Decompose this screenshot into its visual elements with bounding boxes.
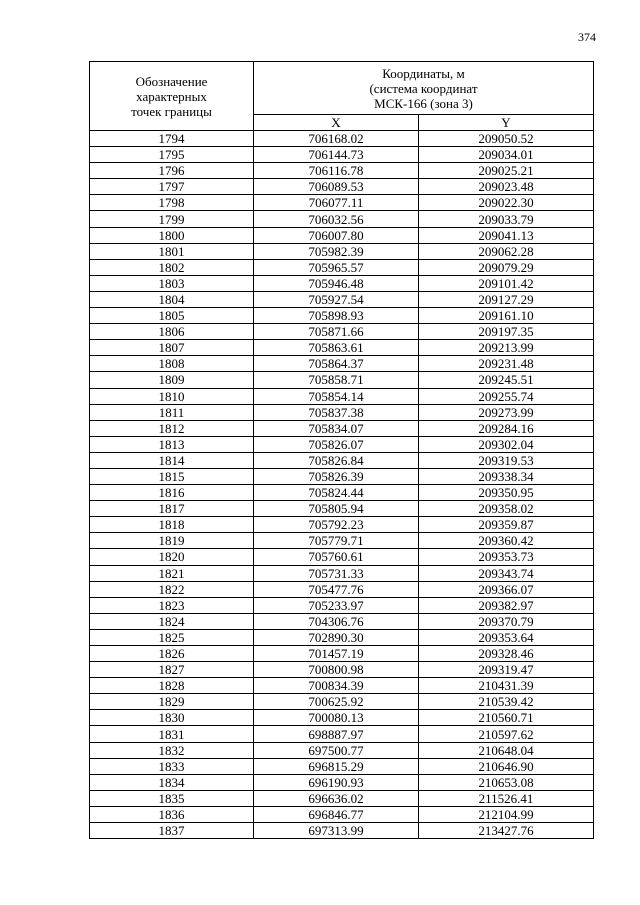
y-cell: 209343.74 [419, 565, 594, 581]
y-cell: 210653.08 [419, 774, 594, 790]
x-cell: 705946.48 [254, 275, 419, 291]
x-cell: 701457.19 [254, 646, 419, 662]
table-row [90, 404, 594, 420]
table-body [90, 131, 594, 839]
x-cell: 705792.23 [254, 517, 419, 533]
y-cell: 209359.87 [419, 517, 594, 533]
point-id-cell: 1823 [90, 597, 254, 613]
x-cell: 705927.54 [254, 291, 419, 307]
y-cell: 210539.42 [419, 694, 594, 710]
point-id-cell: 1837 [90, 823, 254, 839]
table-row [90, 324, 594, 340]
header-group-line: МСК-166 (зона 3) [374, 95, 473, 111]
y-cell: 209370.79 [419, 613, 594, 629]
point-id-cell: 1804 [90, 291, 254, 307]
table-row [90, 629, 594, 645]
header-x: X [254, 115, 419, 131]
x-cell: 706144.73 [254, 147, 419, 163]
point-id-cell: 1802 [90, 259, 254, 275]
x-cell: 706032.56 [254, 211, 419, 227]
y-cell: 209079.29 [419, 259, 594, 275]
y-cell: 209319.47 [419, 662, 594, 678]
x-cell: 705858.71 [254, 372, 419, 388]
header-label-line: характерных [136, 88, 207, 104]
y-cell: 209302.04 [419, 436, 594, 452]
y-cell: 212104.99 [419, 806, 594, 822]
point-id-cell: 1810 [90, 388, 254, 404]
point-id-cell: 1817 [90, 501, 254, 517]
x-cell: 698887.97 [254, 726, 419, 742]
point-id-cell: 1831 [90, 726, 254, 742]
table-row [90, 420, 594, 436]
x-cell: 705233.97 [254, 597, 419, 613]
header-point-designation [90, 62, 254, 131]
table-row [90, 163, 594, 179]
x-cell: 705477.76 [254, 581, 419, 597]
y-cell: 209197.35 [419, 324, 594, 340]
point-id-cell: 1796 [90, 163, 254, 179]
point-id-cell: 1819 [90, 533, 254, 549]
point-id-cell: 1801 [90, 243, 254, 259]
y-cell: 209050.52 [419, 131, 594, 147]
point-id-cell: 1828 [90, 678, 254, 694]
y-cell: 209319.53 [419, 452, 594, 468]
header-group-line: (система координат [369, 80, 478, 96]
table-row [90, 388, 594, 404]
table-row [90, 452, 594, 468]
point-id-cell: 1800 [90, 227, 254, 243]
page-number: 374 [578, 30, 596, 44]
x-cell: 705826.84 [254, 452, 419, 468]
table-row [90, 468, 594, 484]
table-row [90, 243, 594, 259]
x-cell: 706077.11 [254, 195, 419, 211]
header-label-line: Обозначение [135, 73, 208, 89]
x-cell: 696190.93 [254, 774, 419, 790]
point-id-cell: 1830 [90, 710, 254, 726]
x-cell: 705826.39 [254, 468, 419, 484]
x-cell: 706116.78 [254, 163, 419, 179]
point-id-cell: 1812 [90, 420, 254, 436]
y-cell: 211526.41 [419, 790, 594, 806]
table-row [90, 549, 594, 565]
point-id-cell: 1814 [90, 452, 254, 468]
y-cell: 210431.39 [419, 678, 594, 694]
x-cell: 705834.07 [254, 420, 419, 436]
y-cell: 209273.99 [419, 404, 594, 420]
table-row [90, 613, 594, 629]
y-cell: 209127.29 [419, 291, 594, 307]
table-row [90, 501, 594, 517]
point-id-cell: 1836 [90, 806, 254, 822]
x-cell: 706168.02 [254, 131, 419, 147]
table-row [90, 275, 594, 291]
table-row [90, 372, 594, 388]
y-cell: 209161.10 [419, 308, 594, 324]
y-cell: 209062.28 [419, 243, 594, 259]
x-cell: 700625.92 [254, 694, 419, 710]
y-cell: 210597.62 [419, 726, 594, 742]
table-row [90, 147, 594, 163]
y-cell: 209231.48 [419, 356, 594, 372]
y-cell: 209245.51 [419, 372, 594, 388]
y-cell: 209033.79 [419, 211, 594, 227]
x-cell: 696636.02 [254, 790, 419, 806]
table-row [90, 308, 594, 324]
table-row [90, 259, 594, 275]
y-cell: 210646.90 [419, 758, 594, 774]
point-id-cell: 1794 [90, 131, 254, 147]
point-id-cell: 1815 [90, 468, 254, 484]
point-id-cell: 1825 [90, 629, 254, 645]
point-id-cell: 1822 [90, 581, 254, 597]
y-cell: 210560.71 [419, 710, 594, 726]
x-cell: 705863.61 [254, 340, 419, 356]
y-cell: 209101.42 [419, 275, 594, 291]
point-id-cell: 1799 [90, 211, 254, 227]
x-cell: 705779.71 [254, 533, 419, 549]
table-row [90, 227, 594, 243]
y-cell: 209353.73 [419, 549, 594, 565]
table-row [90, 195, 594, 211]
table-row [90, 211, 594, 227]
x-cell: 702890.30 [254, 629, 419, 645]
table-row [90, 581, 594, 597]
point-id-cell: 1811 [90, 404, 254, 420]
y-cell: 209213.99 [419, 340, 594, 356]
table-row [90, 436, 594, 452]
x-cell: 705837.38 [254, 404, 419, 420]
x-cell: 706089.53 [254, 179, 419, 195]
x-cell: 697313.99 [254, 823, 419, 839]
point-id-cell: 1803 [90, 275, 254, 291]
table-row [90, 597, 594, 613]
table-row [90, 131, 594, 147]
table-row [90, 774, 594, 790]
x-cell: 705826.07 [254, 436, 419, 452]
table-row [90, 726, 594, 742]
y-cell: 210648.04 [419, 742, 594, 758]
point-id-cell: 1813 [90, 436, 254, 452]
point-id-cell: 1797 [90, 179, 254, 195]
table-row [90, 790, 594, 806]
y-cell: 209366.07 [419, 581, 594, 597]
header-coordinates [254, 62, 594, 115]
point-id-cell: 1833 [90, 758, 254, 774]
coordinates-table [89, 61, 594, 839]
table-row [90, 485, 594, 501]
x-cell: 705731.33 [254, 565, 419, 581]
y-cell: 209358.02 [419, 501, 594, 517]
point-id-cell: 1829 [90, 694, 254, 710]
y-cell: 209382.97 [419, 597, 594, 613]
point-id-cell: 1808 [90, 356, 254, 372]
x-cell: 704306.76 [254, 613, 419, 629]
y-cell: 209041.13 [419, 227, 594, 243]
table-row [90, 291, 594, 307]
table-row [90, 356, 594, 372]
table-row [90, 678, 594, 694]
y-cell: 209284.16 [419, 420, 594, 436]
x-cell: 705898.93 [254, 308, 419, 324]
point-id-cell: 1818 [90, 517, 254, 533]
table-row [90, 694, 594, 710]
x-cell: 705854.14 [254, 388, 419, 404]
table-row [90, 517, 594, 533]
table-row [90, 823, 594, 839]
point-id-cell: 1835 [90, 790, 254, 806]
y-cell: 209022.30 [419, 195, 594, 211]
y-cell: 209353.64 [419, 629, 594, 645]
x-cell: 706007.80 [254, 227, 419, 243]
table-row [90, 565, 594, 581]
table-row [90, 758, 594, 774]
point-id-cell: 1798 [90, 195, 254, 211]
point-id-cell: 1806 [90, 324, 254, 340]
x-cell: 705824.44 [254, 485, 419, 501]
point-id-cell: 1832 [90, 742, 254, 758]
y-cell: 209328.46 [419, 646, 594, 662]
table-row [90, 710, 594, 726]
x-cell: 705965.57 [254, 259, 419, 275]
table-row [90, 533, 594, 549]
y-cell: 209034.01 [419, 147, 594, 163]
point-id-cell: 1824 [90, 613, 254, 629]
x-cell: 705864.37 [254, 356, 419, 372]
y-cell: 209338.34 [419, 468, 594, 484]
point-id-cell: 1834 [90, 774, 254, 790]
y-cell: 209350.95 [419, 485, 594, 501]
x-cell: 700080.13 [254, 710, 419, 726]
x-cell: 696815.29 [254, 758, 419, 774]
table-row [90, 646, 594, 662]
table-row [90, 806, 594, 822]
y-cell: 213427.76 [419, 823, 594, 839]
table-row [90, 340, 594, 356]
x-cell: 705982.39 [254, 243, 419, 259]
header-label-line: точек границы [131, 103, 212, 119]
y-cell: 209360.42 [419, 533, 594, 549]
table-row [90, 179, 594, 195]
x-cell: 700800.98 [254, 662, 419, 678]
x-cell: 696846.77 [254, 806, 419, 822]
point-id-cell: 1809 [90, 372, 254, 388]
y-cell: 209255.74 [419, 388, 594, 404]
y-cell: 209025.21 [419, 163, 594, 179]
header-y: Y [419, 115, 594, 131]
table-row [90, 742, 594, 758]
point-id-cell: 1827 [90, 662, 254, 678]
point-id-cell: 1816 [90, 485, 254, 501]
point-id-cell: 1795 [90, 147, 254, 163]
x-cell: 705805.94 [254, 501, 419, 517]
point-id-cell: 1826 [90, 646, 254, 662]
header-group-line: Координаты, м [382, 65, 465, 81]
point-id-cell: 1821 [90, 565, 254, 581]
x-cell: 705871.66 [254, 324, 419, 340]
point-id-cell: 1807 [90, 340, 254, 356]
table-row [90, 662, 594, 678]
point-id-cell: 1805 [90, 308, 254, 324]
x-cell: 697500.77 [254, 742, 419, 758]
point-id-cell: 1820 [90, 549, 254, 565]
x-cell: 700834.39 [254, 678, 419, 694]
x-cell: 705760.61 [254, 549, 419, 565]
y-cell: 209023.48 [419, 179, 594, 195]
